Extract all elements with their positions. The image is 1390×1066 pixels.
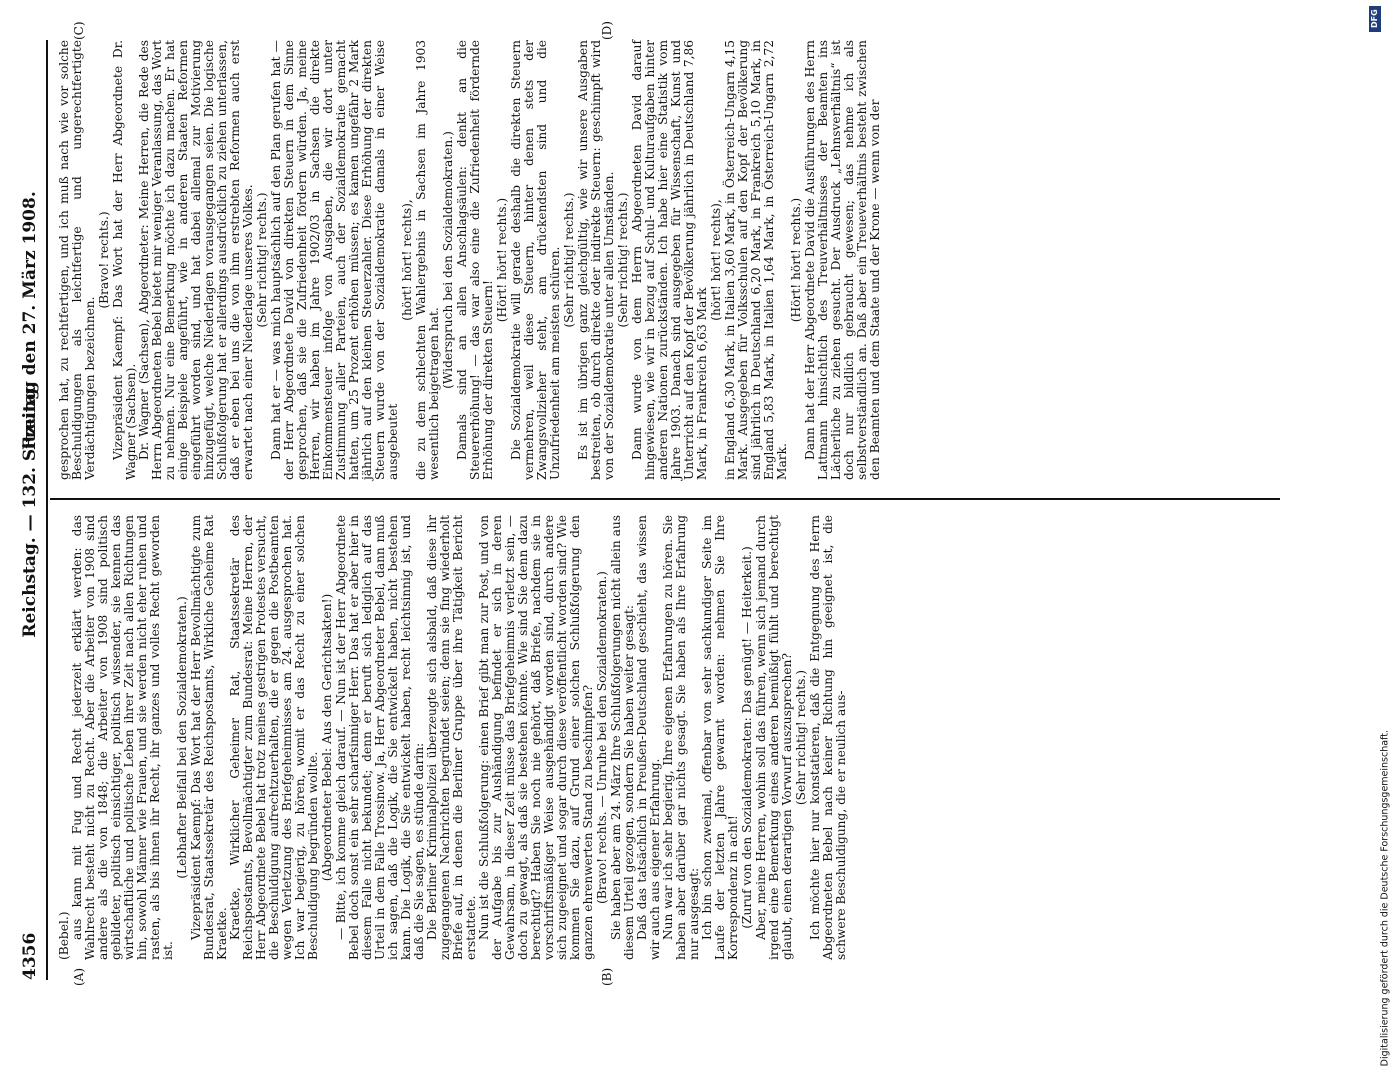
- interjection: (Abgeordneter Bebel: Aus den Gerichtsakten!): [320, 593, 334, 882]
- margin-marker-d: (D): [600, 21, 614, 40]
- paragraph: in England 6,30 Mark, in Italien 3,60 Mark, in Österreich-Ungarn 4,15 Mark. Ausgegeben für Volksschulen auf den Kopf der Bevölkerung sind jährlich in Deutschland 6,20 Mark, in Frankreich 5,10 Mark, in England 5,83 Mark, in Italien 1,64 Mark, in Österreich-Ungarn 2,72 Mark.: [723, 40, 789, 480]
- paragraph: Dann hat er — was mich hauptsächlich auf den Plan gerufen hat — der Herr Abgeordnete David von direkten Steuern in dem Sinne gesprochen, daß sie die Zufriedenheit fördern würden. Ja, meine Herren, wir haben im Jahre 1902/03 in Sachsen die direkte Einkommensteuer infolge von Ausgaben, die wir dort unter Zustimmung aller Parteien, auch der Sozialdemokratie gemacht hatten, um 25 Prozent erhöhen müssen; es kamen ungefähr 2 Mark jährlich auf den kleinen Steuerzahler. Diese Erhöhung der direkten Steuern wurde von der Sozialdemokratie damals in einer Weise ausgebeutet: [269, 40, 400, 480]
- interjection: (Widerspruch bei den Sozialdemokraten.): [441, 131, 455, 389]
- paragraph: aus kann mit Fug und Recht jederzeit erklärt werden: das Wahlrecht besteht nicht zu Recht. Aber die Arbeiter von 1908 sind andere als die von 1848; die Arbeiter von 1908 sind politisch gebildeter, politisch einsichtiger, politisch wissender, sie kennen das wirtschaftliche und politische Leben ihrer Zeit nach allen Richtungen hin, sowohl Männer wie Frauen, und sie werden nicht eher ruhen und rasten, als bis ihnen ihr Recht, ihr ganzes und volles Recht geworden ist.: [70, 515, 175, 960]
- dfg-logo: DFG: [1369, 6, 1381, 32]
- paragraph: (Bebel.): [57, 911, 71, 960]
- interjection: (Bravo! rechts. — Unruhe bei den Sozialdemokraten.): [595, 571, 609, 904]
- paragraph: die zu dem schlechten Wahlergebnis in Sachsen im Jahre 1903 wesentlich beigetragen hat.: [414, 40, 441, 480]
- digitization-credit: Digitalisierung gefördert durch die Deutsche Forschungsgemeinschaft.: [1379, 730, 1390, 1066]
- paragraph: Die Berliner Kriminalpolizei überzeugte sich alsbald, daß diese ihr zugegangenen Nachrichten begründet seien; denn sie fing wiederholt Briefe auf, in denen die Berliner Gruppe über ihre Tätigkeit Bericht erstattete.: [425, 515, 478, 960]
- paragraph: Dr. Wagner (Sachsen), Abgeordneter: Meine Herren, die Rede des Herrn Abgeordneten Bebel bietet mir weniger Veranlassung, das Wort zu nehmen. Nur eine Bemerkung möchte ich dazu machen. Er hat einige Beispiele angeführt, wie in anderen Staaten Reformen eingeführt worden sind, und hat dabei allemal zur Motivierung hinzugefügt, welche Niederlagen vorausgegangen seien. Die logische Schlußfolgerung hat er allerdings ausdrücklich zu ziehen unterlassen, daß er eben bei uns die von ihm erstrebten Reformen auch erst erwartet nach einer Niederlage unseres Volkes.: [137, 40, 255, 480]
- paragraph: Sie haben aber am 24. März Ihre Schlußfolgerungen nicht allein aus diesem Urteil gezogen, sondern Sie haben weiter gesagt:: [609, 515, 636, 960]
- text-column-right: [58, 40, 1280, 480]
- column-divider: [50, 498, 1280, 500]
- interjection: (Hört! hört! rechts.): [495, 197, 509, 323]
- paragraph: Dann wurde von dem Herrn Abgeordneten David darauf hingewiesen, wie wir in bezug auf Schul- und Kulturaufgaben hinter anderen Nationen zurückständen. Ich habe hier eine Statistik vom Jahre 1903. Danach sind ausgegeben für Wissenschaft, Kunst und Unterricht auf den Kopf der Bevölkerung jährlich in Deutschland 7,86 Mark, in Frankreich 6,63 Mark: [630, 40, 709, 480]
- header-rule: [46, 40, 48, 980]
- paragraph: Kraetke, Wirklicher Geheimer Rat, Staatssekretär des Reichspostamts, Bevollmächtigter zum Bundesrat: Meine Herren, der Herr Abgeordnete Bebel hat trotz meines gestrigen Protestes versucht, die Beschuldigung aufrechtzuerhalten, die er gegen die Postbeamten wegen Verletzung des Briefgeheimnisses am 24. ausgesprochen hat. Ich war begierig, zu hören, womit er das Recht zu einer solchen Beschuldigung begründen wollte.: [228, 515, 320, 960]
- paragraph: gesprochen hat, zu rechtfertigen, und ich muß nach wie vor solche Beschuldigungen als leichtfertige und ungerechtfertigte Verdächtigungen bezeichnen.: [57, 40, 97, 480]
- interjection: (hört! hört! rechts),: [709, 199, 723, 321]
- margin-marker-a: (A): [72, 967, 86, 986]
- session-date: Freitag den 27. März 1908.: [20, 191, 40, 450]
- paragraph: Die Sozialdemokratie will gerade deshalb die direkten Steuern vermehren, weil diese Steuern, hinter denen stets der Zwangsvollzieher steht, am drückendsten sind und die Unzufriedenheit am meisten schüren.: [509, 40, 562, 480]
- interjection: (Sehr richtig! rechts.): [794, 669, 808, 806]
- paragraph: — Bitte, ich komme gleich darauf. — Nun ist der Herr Abgeordnete Bebel doch sonst ein sehr scharfsinniger Herr. Das hat er aber hier in diesem Falle nicht bekundet; denn er beruft sich lediglich auf das Urteil in dem Falle Trossinow. Ja, Herr Abgeordneter Bebel, dann muß ich sagen, daß die Logik, die Sie entwickelt haben, nicht bestehen kann. Die Logik, die Sie entwickelt haben, recht leichtsinnig ist, und daß die Sie sagen, es stünde darin:: [334, 515, 426, 960]
- interjection: (Sehr richtig! rechts.): [255, 192, 269, 328]
- attribution-strip: [1372, 130, 1390, 1066]
- session-title: Reichstag. — 132. Sitzung.: [20, 382, 40, 638]
- paragraph: Aber, meine Herren, wohin soll das führen, wenn sich jemand durch irgend eine Bemerkung eines anderen bemüßigt fühlt und berechtigt glaubt, einen derartigen Vorwurf auszusprechen?: [754, 515, 794, 960]
- paragraph: Dann hat der Herr Abgeordnete David die Ausführungen des Herrn Lattmann hinsichtlich des Treuverhältnisses der Beamten ins Lächerliche zu ziehen gesucht. Der Ausdruck „Lehnsverhältnis“ ist doch nur bildlich gebraucht gewesen; das nehme ich als selbstverständlich an. Daß aber ein Treueverhältnis besteht zwischen den Beamten und dem Staate und der Krone — wenn von der: [803, 40, 882, 480]
- paragraph: Nun war ich sehr begierig, Ihre eigenen Erfahrungen zu hören. Sie haben aber darüber gar nichts gesagt. Sie haben als Ihre Erfahrung nur ausgesagt:: [661, 515, 701, 960]
- interjection: (Sehr richtig! rechts.): [562, 192, 576, 328]
- interjection: (Sehr richtig! rechts.): [616, 192, 630, 328]
- paragraph: Daß das tatsächlich in Preußen-Deutschland geschieht, das wissen wir auch aus eigener Erfahrung.: [635, 515, 662, 960]
- margin-marker-c: (C): [72, 21, 86, 40]
- margin-marker-b: (B): [600, 967, 614, 986]
- interjection: (Hört! hört! rechts.): [789, 197, 803, 323]
- interjection: (Zuruf von den Sozialdemokraten: Das genügt! — Heiterkeit.): [740, 546, 754, 929]
- paragraph: Nun ist die Schlußfolgerung: einen Brief gibt man zur Post, und von der Aufgabe bis zur Aushändigung befindet er sich in deren Gewahrsam, in dieser Zeit müsse das Briefgeheimnis verletzt sein, — doch zu gewagt, als daß sie bestehen könnte. Wie sind Sie denn dazu berechtigt? Haben Sie noch nie gehört, daß Briefe, nachdem sie in vorschriftsmäßiger Weise ausgehändigt worden sind, durch andere sich zugeeignet und sogar durch diese veröffentlicht worden sind? Wie kommen Sie dazu, auf Grund einer solchen Schlußfolgerung den ganzen ehrenwerten Stand zu beschimpfen?: [477, 515, 595, 960]
- text-column-left: [58, 515, 1280, 960]
- paragraph: Damals sind an allen Anschlagsäulen: denkt an die Steuererhöhung! — das war also eine die Zufriedenheit fördernde Erhöhung der direkten Steuern!: [455, 40, 495, 480]
- paragraph: Ich bin schon zweimal, offenbar von sehr sachkundiger Seite im Laufe der letzten Jahre gewarnt worden: nehmen Sie Ihre Korrespondenz in acht!: [700, 515, 740, 960]
- interjection: (Bravo! rechts.): [97, 211, 111, 309]
- paragraph: Vizepräsident Kaempf: Das Wort hat der Herr Abgeordnete Dr. Wagner (Sachsen).: [111, 40, 138, 480]
- interjection: (Lebhafter Beifall bei den Sozialdemokraten.): [175, 596, 189, 879]
- page-number: 4356: [20, 932, 40, 980]
- paragraph: Es ist im übrigen ganz gleichgültig, wie wir unsere Ausgaben bestreiten, ob durch direkte oder indirekte Steuern: geschimpft wird von der Sozialdemokratie unter allen Umständen.: [576, 40, 616, 480]
- paragraph: Ich möchte hier nur konstatieren, daß die Entgegnung des Herrn Abgeordneten Bebel nach keiner Richtung hin geeignet ist, die schwere Beschuldigung, die er neulich aus-: [808, 515, 848, 960]
- page-header: [14, 40, 50, 980]
- paragraph: Vizepräsident Kaempf: Das Wort hat der Herr Bevollmächtigte zum Bundesrat, Staatssekretär des Reichspostamts, Wirkliche Geheime Rat Kraetke.: [189, 515, 229, 960]
- interjection: (hört! hört! rechts),: [400, 199, 414, 321]
